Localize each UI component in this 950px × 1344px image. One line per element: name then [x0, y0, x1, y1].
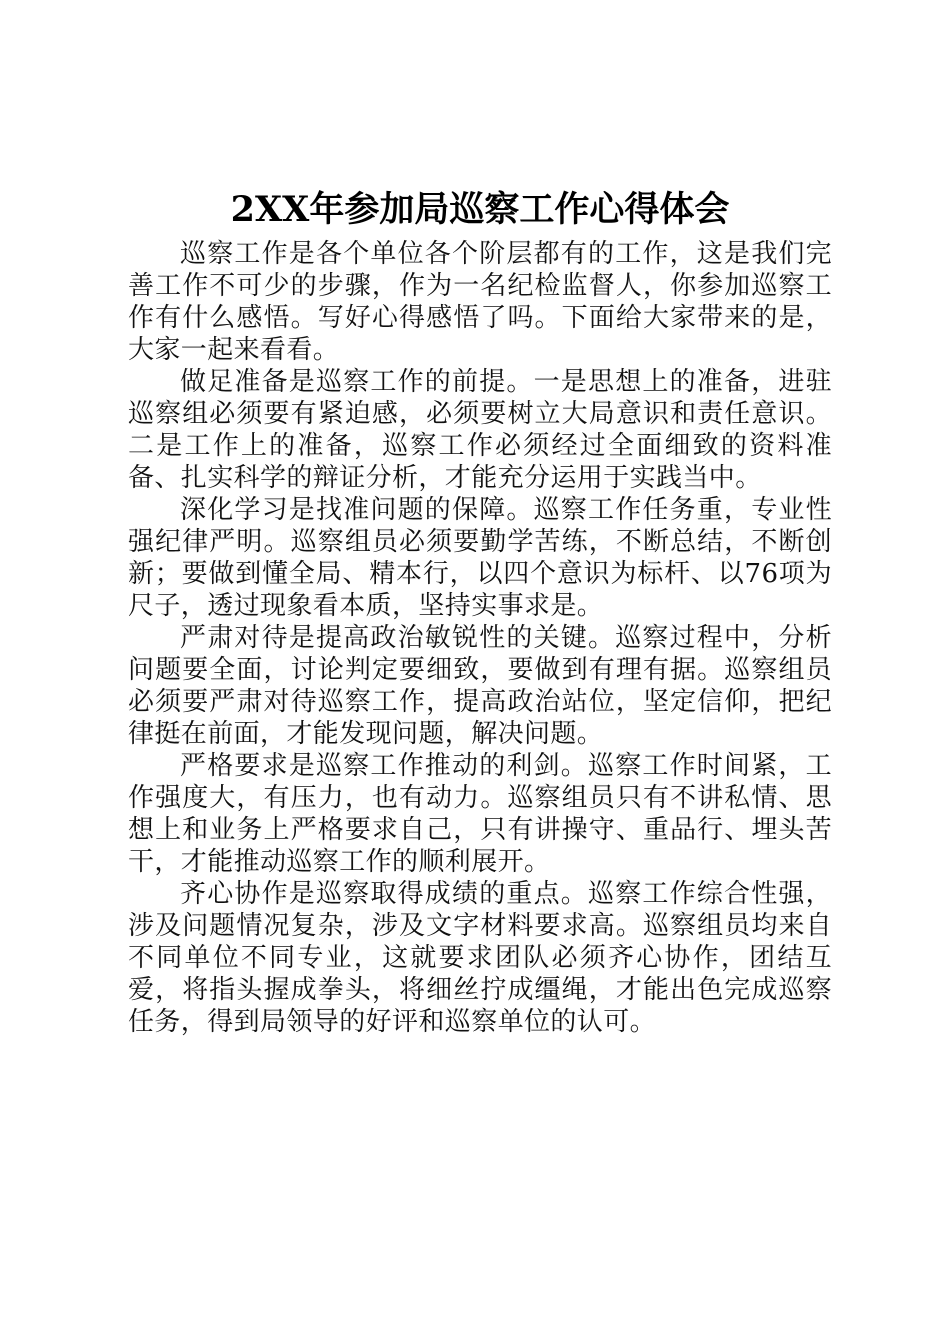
paragraph-intro: 巡察工作是各个单位各个阶层都有的工作，这是我们完善工作不可少的步骤，作为一名纪检监督人，你参加巡察工作有什么感悟。写好心得感悟了吗。下面给大家带来的是，大家一起来看看。 — [128, 239, 832, 365]
document-body — [128, 186, 832, 1038]
paragraph-preparation: 做足准备是巡察工作的前提。一是思想上的准备，进驻巡察组必须要有紧迫感，必须要树立大局意识和责任意识。二是工作上的准备，巡察工作必须经过全面细致的资料准备、扎实科学的辩证分析，才能充分运用于实践当中。 — [128, 367, 832, 493]
paragraph-learning: 深化学习是找准问题的保障。巡察工作任务重，专业性强纪律严明。巡察组员必须要勤学苦练，不断总结，不断创新；要做到懂全局、精本行，以四个意识为标杆、以76项为尺子，透过现象看本质，坚持实事求是。 — [128, 495, 832, 621]
paragraph-cooperation: 齐心协作是巡察取得成绩的重点。巡察工作综合性强，涉及问题情况复杂，涉及文字材料要求高。巡察组员均来自不同单位不同专业，这就要求团队必须齐心协作，团结互爱，将指头握成拳头，将细丝拧成缰绳，才能出色完成巡察任务，得到局领导的好评和巡察单位的认可。 — [128, 879, 832, 1037]
document-title: 2XX年参加局巡察工作心得体会 — [230, 189, 730, 230]
paragraph-strictness: 严格要求是巡察工作推动的利剑。巡察工作时间紧，工作强度大，有压力，也有动力。巡察组员只有不讲私情、思想上和业务上严格要求自己，只有讲操守、重品行、埋头苦干，才能推动巡察工作的顺利展开。 — [128, 751, 832, 877]
paragraph-seriousness: 严肃对待是提高政治敏锐性的关键。巡察过程中，分析问题要全面，讨论判定要细致，要做到有理有据。巡察组员必须要严肃对待巡察工作，提高政治站位，坚定信仰，把纪律挺在前面，才能发现问题，解决问题。 — [128, 623, 832, 749]
